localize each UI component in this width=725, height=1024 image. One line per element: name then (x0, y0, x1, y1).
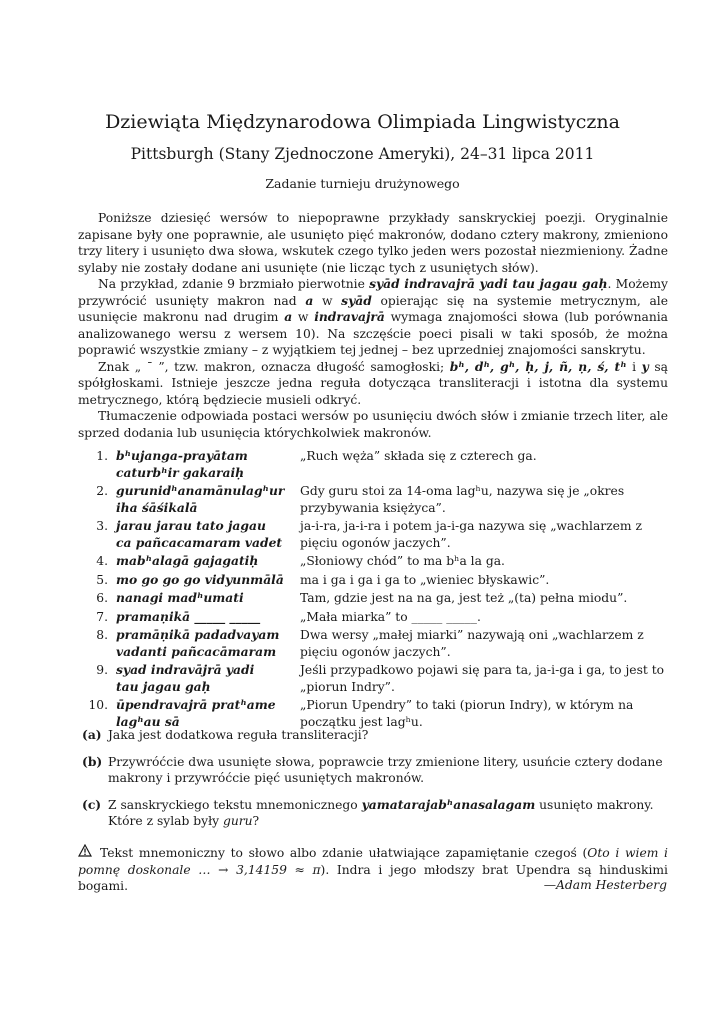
question-a (82, 727, 668, 744)
text-run: wymaga znajomości słowa (lub porównania analizowanego wersu z wersem 10). Na szczęście poeci pisali w taki sposób, że można poprawić wszystkie zmiany – z wyjątkiem tej jednej – bez uprzedniej znajomości sanskrytu. (78, 310, 668, 357)
verse-row (78, 662, 670, 697)
verse-number: 8. (96, 628, 108, 642)
term-guru: guru (222, 814, 253, 828)
verse-line-1: syad indravājrā yadi (116, 662, 255, 677)
verse-translation: Gdy guru stoi za 14-oma lagʰu, nazywa się je „okres przybywania księżyca”. (300, 484, 625, 515)
verse-text (116, 553, 288, 572)
verse-number: 4. (96, 554, 108, 568)
intro-paragraph-4: Tłumaczenie odpowiada postaci wersów po usunięciu dwóch słów i zmianie trzech liter, ale sprzed dodania lub usunięcia którychkolwiek makronów. (78, 409, 668, 440)
verse-text (116, 590, 288, 609)
verse-row (78, 627, 670, 662)
verse-text (116, 609, 288, 628)
text-run: w (313, 293, 342, 308)
verse-row (78, 553, 670, 572)
verse-line-1: mabʰalagā gajagatiḥ (116, 553, 259, 568)
verse-line-1: nanagi madʰumati (116, 590, 244, 605)
verse-line-1: ūpendravajrā pratʰame (116, 697, 276, 712)
verse-line-2: caturbʰir gakaraiḥ (116, 464, 245, 480)
verse-text (116, 448, 288, 483)
intro-paragraph-3 (78, 359, 668, 409)
text-run: usunięto makrony. Które z sylab były (108, 797, 654, 828)
verse-translation: ja-i-ra, ja-i-ra i potem ja-i-ga nazywa się „wachlarzem z pięciu ogonów jaczych”. (300, 519, 642, 550)
verse-text (116, 662, 288, 697)
question-text (108, 798, 654, 829)
question-label: (c) (82, 796, 102, 812)
verse-number: 3. (96, 519, 108, 533)
sanskrit-letter: y (641, 358, 649, 374)
verse-row (78, 483, 670, 518)
verse-number: 6. (96, 591, 108, 605)
page-subtitle: Pittsburgh (Stany Zjednoczone Ameryki), 24–31 lipca 2011 (130, 145, 595, 163)
sanskrit-mnemonic: yamatarajabʰanasalagam (361, 796, 536, 812)
verse-line-2: tau jagau gaḥ (116, 678, 211, 694)
verse-translation: Tam, gdzie jest na na ga, jest też „(ta) pełna miodu”. (300, 591, 628, 605)
text-run: Znak „ ¯ ”, tzw. makron, oznacza długość samogłoski; (98, 359, 450, 374)
question-c (82, 797, 668, 830)
intro-paragraph-2 (78, 276, 668, 359)
verse-translation: „Słoniowy chód” to ma bʰa la ga. (300, 554, 505, 568)
verse-line-1: pramaṇikā _____ _____ (116, 608, 261, 624)
sanskrit-letter: a (284, 309, 293, 324)
verse-line-1: gurunidʰanamānulagʰur (116, 483, 285, 498)
sanskrit-letter: a (305, 292, 314, 308)
verse-translation: „Piorun Upendry” to taki (piorun Indry), w którym na początku jest lagʰu. (300, 698, 634, 729)
verses-table (78, 448, 670, 732)
verse-number: 1. (96, 449, 108, 463)
author-credit: —Adam Hesterberg (543, 878, 667, 892)
question-b (82, 754, 668, 787)
verse-line-1: jarau jarau tato jagau (116, 518, 266, 533)
verse-row (78, 609, 670, 628)
questions-list (82, 727, 668, 840)
verse-row (78, 590, 670, 609)
question-label: (a) (82, 727, 102, 742)
sanskrit-example: indravajrā (314, 309, 385, 324)
task-type: Zadanie turnieju drużynowego (265, 176, 460, 191)
text-run: Tekst mnemoniczny to słowo albo zdanie ułatwiające zapamiętanie czegoś ( (100, 846, 588, 860)
verse-number: 2. (96, 484, 108, 498)
sanskrit-letters: bʰ, dʰ, gʰ, ḥ, j, ñ, ṇ, ś, tʰ (449, 358, 627, 374)
verse-row (78, 518, 670, 553)
mnemonic-example: Oto i wiem i pomnę doskonale … → 3,14159 ≈ π (78, 846, 668, 877)
page-title: Dziewiąta Międzynarodowa Olimpiada Lingwistyczna (105, 111, 620, 133)
text-run: ? (252, 814, 260, 828)
verse-number: 5. (96, 572, 108, 587)
intro-paragraph-1: Poniższe dziesięć wersów to niepoprawne przykłady sanskryckiej poezji. Oryginalnie zapisane były one poprawnie, ale usunięto pięć makronów, dodano cztery makrony, zmieniono trzy litery i usunięto dwa słowa, wskutek czego tylko jeden wers pozostał niezmieniony. Żadne sylaby nie zostały dodane ani usunięte (nie licząc tych z usuniętych słów). (78, 211, 668, 275)
verse-line-2: ca pañcacamaram vadet (116, 534, 283, 550)
text-run: . Możemy przywrócić usunięty makron nad (78, 277, 668, 308)
verse-number: 7. (96, 609, 108, 624)
text-run: są spółgłoskami. Istnieje jeszcze jedna reguła dotycząca transliteracji i istotna dla systemu metrycznego, którą będziecie musieli odkryć. (78, 359, 668, 407)
sanskrit-example: syād (341, 292, 372, 308)
intro-text (78, 210, 668, 441)
verse-line-1: pramāṇikā padadvayam (116, 627, 280, 642)
verse-line-2: lagʰau sā (116, 713, 180, 729)
verse-text (116, 518, 288, 553)
text-run: ). Indra i jego młodszy brat Upendra są hinduskimi bogami. (78, 862, 668, 893)
verse-translation: ma i ga i ga i ga to „wieniec błyskawic”. (300, 572, 550, 587)
text-run: w (292, 310, 315, 324)
verse-number: 9. (96, 663, 108, 677)
warning-icon (78, 844, 92, 862)
question-label: (b) (82, 753, 103, 769)
verse-row (78, 448, 670, 483)
question-text: Przywróćcie dwa usunięte słowa, poprawcie trzy zmienione litery, usuńcie cztery dodane makrony i przywróćcie pięć usuniętych makronów. (108, 754, 663, 785)
verse-text (116, 483, 288, 518)
text-run: Na przykład, zdanie 9 brzmiało pierwotnie (98, 277, 370, 291)
verse-translation: „Mała miarka” to _____ _____. (300, 609, 481, 624)
verse-row (78, 572, 670, 591)
verse-text (116, 627, 288, 662)
verse-translation: „Ruch węża” składa się z czterech ga. (300, 449, 537, 463)
verse-text (116, 572, 288, 591)
verse-translation: Jeśli przypadkowo pojawi się para ta, ja-i-ga i ga, to jest to „piorun Indry”. (300, 663, 665, 694)
text-run: Z sanskryckiego tekstu mnemonicznego (108, 797, 362, 812)
verse-line-2: iha śāśikalā (116, 499, 198, 515)
verse-line-1: mo go go go vidyunmālā (116, 571, 284, 587)
question-text: Jaka jest dodatkowa reguła transliteracji? (108, 728, 369, 742)
verse-number: 10. (88, 698, 108, 712)
verse-line-2: vadanti pañcacāmaram (116, 643, 277, 659)
verse-translation: Dwa wersy „małej miarki” nazywają oni „wachlarzem z pięciu ogonów jaczych”. (300, 628, 644, 659)
text-run: opierając się na systemie metrycznym, ale usunięcie makronu nad drugim (78, 293, 669, 324)
text-run: i (626, 359, 642, 374)
sanskrit-example: syād indravajrā yadi tau jagau gaḥ (369, 276, 608, 291)
verse-line-1: bʰujanga-prayātam (116, 448, 248, 463)
